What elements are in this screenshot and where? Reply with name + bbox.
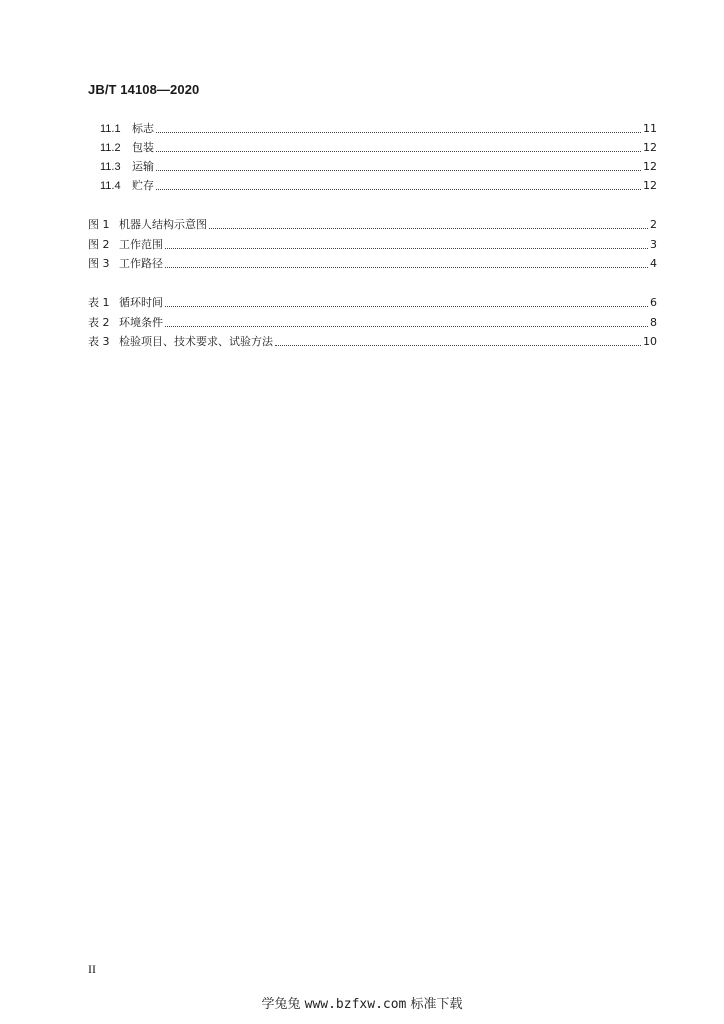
toc-entry-number: 图 1 (88, 218, 110, 231)
toc-entry-label: 贮存 (132, 179, 154, 192)
toc-entry-page: 12 (643, 179, 657, 192)
toc-entry-number: 11.4 (100, 180, 121, 192)
toc-entry-page: 6 (650, 296, 657, 309)
toc-entry-page: 12 (643, 141, 657, 154)
dot-leader (156, 189, 641, 190)
standard-number-header: JB/T 14108—2020 (88, 82, 200, 97)
dot-leader (165, 267, 648, 268)
toc-entry-number: 11.1 (100, 123, 121, 135)
toc-entry-label: 检验项目、技术要求、试验方法 (119, 335, 273, 348)
toc-entry-number: 11.2 (100, 142, 121, 154)
page-number: II (88, 962, 96, 976)
toc-entry-label: 工作路径 (119, 257, 163, 270)
toc-entry-section[interactable] (100, 156, 657, 174)
toc-entry-number: 图 2 (88, 238, 110, 251)
dot-leader (165, 248, 648, 249)
dot-leader (156, 151, 641, 152)
toc-entry-label: 运输 (132, 160, 154, 173)
toc-entry-page: 10 (643, 335, 657, 348)
footer-tagline: 标准下载 (410, 997, 463, 1012)
toc-entry-page: 3 (650, 238, 657, 251)
toc-entry-number: 图 3 (88, 257, 110, 270)
toc-entry-section[interactable] (100, 175, 657, 193)
toc-entry-number: 表 3 (88, 335, 110, 348)
dot-leader (275, 345, 641, 346)
dot-leader (156, 132, 641, 133)
toc-entry-number: 表 2 (88, 316, 110, 329)
toc-entry-number: 表 1 (88, 296, 110, 309)
dot-leader (165, 326, 648, 327)
toc-entry-label: 标志 (132, 122, 154, 135)
toc-entry-figure[interactable] (88, 253, 657, 271)
toc-entry-label: 工作范围 (119, 238, 163, 251)
toc-entry-table[interactable] (88, 312, 657, 330)
toc-entry-page: 12 (643, 160, 657, 173)
toc-entry-number: 11.3 (100, 161, 121, 173)
toc-entry-label: 循环时间 (119, 296, 163, 309)
toc-entry-label: 环境条件 (119, 316, 163, 329)
toc-entry-figure[interactable] (88, 234, 657, 252)
toc-entry-label: 包装 (132, 141, 154, 154)
footer-brand: 学兔兔 (261, 997, 301, 1012)
toc-entry-label: 机器人结构示意图 (119, 218, 207, 231)
toc-entry-page: 11 (643, 122, 657, 135)
toc-entry-table[interactable] (88, 292, 657, 310)
toc-entry-section[interactable] (100, 118, 657, 136)
footer-site-link[interactable]: www.bzfxw.com (304, 997, 407, 1012)
toc-entry-figure[interactable] (88, 214, 657, 232)
dot-leader (156, 170, 641, 171)
dot-leader (209, 228, 648, 229)
dot-leader (165, 306, 648, 307)
toc-entry-section[interactable] (100, 137, 657, 155)
toc-entry-table[interactable] (88, 331, 657, 349)
toc-entry-page: 2 (650, 218, 657, 231)
toc-entry-page: 8 (650, 316, 657, 329)
download-footer (0, 993, 724, 1012)
toc-entry-page: 4 (650, 257, 657, 270)
